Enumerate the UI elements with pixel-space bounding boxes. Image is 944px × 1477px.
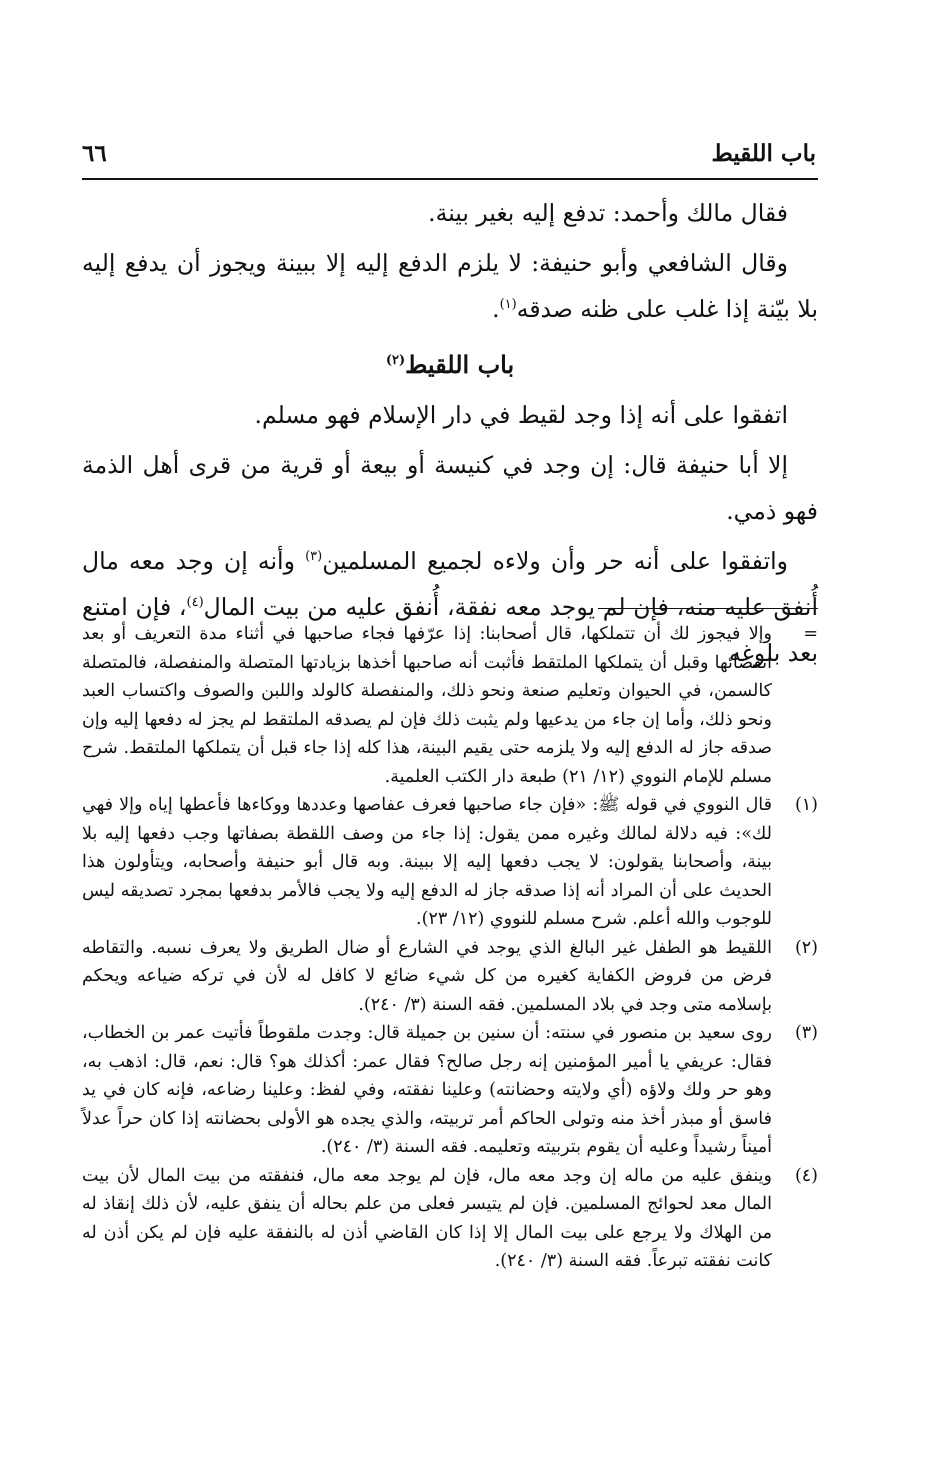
paragraph-4: إلا أبا حنيفة قال: إن وجد في كنيسة أو بيعة أو قرية من قرى أهل الذمة فهو ذمي. <box>82 451 818 525</box>
running-title: باب اللقيط <box>711 140 816 167</box>
footnote-mark: = <box>803 624 818 644</box>
footnote-2 <box>82 934 818 1020</box>
footnote-text: قال النووي في قوله ﷺ: «فإن جاء صاحبها فعرف عفاصها وعددها ووكاءها فأعطها إياه وإلا فهي لك»: فيه دلالة لمالك وغيره ممن يقول: إذا جاء من وصف اللقطة بصفاتها وجب دفعها إليه بلا بينة، وأصحابنا يقولون: لا يجب دفعها إليه إلا ببينة. وبه قال أبو حنيفة وأصحابه، ويتأولون هذا الحديث على أن المراد أنه إذا صدقه جاز له الدفع إليه ولا يجب فالأمر بدفعها بمجرد تصديقه ليس للوجوب والله أعلم. شرح مسلم للنووي (١٢/ ٢٣). <box>82 795 772 929</box>
paragraph-3: اتفقوا على أنه إذا وجد لقيط في دار الإسلام فهو مسلم. <box>254 401 788 429</box>
header-rule <box>82 178 818 180</box>
footnote-ref-2: (٢) <box>385 353 406 368</box>
paragraph-5-part-b: وأنه إن وجد معه مال أُنفق عليه منه، فإن لم يوجد معه نفقة، أُنفق عليه من بيت المال <box>82 547 819 621</box>
footnote-text: اللقيط هو الطفل غير البالغ الذي يوجد في الشارع أو ضال الطريق ولا يعرف نسبه. والتقاطه فرض من فروض الكفاية كغيره من كل شيء ضائع لا كافل له لأن في تركه ضياعه ويحكم بإسلامه متى وجد في بلاد المسلمين. فقه السنة (٣/ ٢٤٠). <box>82 937 772 1015</box>
paragraph-2 <box>82 240 818 332</box>
footnote-text: وينفق عليه من ماله إن وجد معه مال، فإن لم يوجد معه مال، فنفقته من بيت المال لأن بيت المال معد لحوائج المسلمين. فإن لم يتيسر فعلى من علم بحاله أن ينفق عليه، لأن ذلك إنقاذ له من الهلاك ولا يرجع على بيت المال إلا إذا كان القاضي أذن له بالنفقة عليه فإن لم يكن أذن له كانت نفقته تبرعاً. فقه السنة (٣/ ٢٤٠). <box>82 1165 772 1271</box>
footnote-1 <box>82 791 818 934</box>
footnote-continued <box>82 620 818 791</box>
footnote-ref-3: (٣) <box>305 549 323 565</box>
footnote-ref-1: (١) <box>499 297 517 313</box>
paragraph-5-part-a: واتفقوا على أنه حر وأن ولاءه لجميع المسلمين <box>322 547 788 575</box>
paragraph-2-end: . <box>492 295 500 323</box>
section-title: باب اللقيط <box>405 350 515 379</box>
footnote-3 <box>82 1019 818 1162</box>
footnote-mark: (٣) <box>794 1023 818 1043</box>
page-header <box>82 140 816 180</box>
paragraph-2-text: وقال الشافعي وأبو حنيفة: لا يلزم الدفع إليه إلا ببينة ويجوز أن يدفع إليه بلا بيّنة إذا غلب على ظنه صدقه <box>82 249 818 323</box>
paragraph-1: فقال مالك وأحمد: تدفع إليه بغير بينة. <box>428 199 788 227</box>
page-number: ٦٦ <box>82 140 107 167</box>
section-heading <box>82 342 818 388</box>
footnote-separator <box>598 608 818 609</box>
footnote-mark: (١) <box>794 795 818 815</box>
main-text <box>82 190 818 676</box>
footnote-text: وإلا فيجوز لك أن تتملكها، قال أصحابنا: إذا عرّفها فجاء صاحبها في أثناء مدة التعريف أو بعد انقضائها وقبل أن يتملكها الملتقط فأثبت أنه صاحبها أخذها بزيادتها المتصلة والمنفصلة، فالمتصلة كالسمن، في الحيوان وتعليم صنعة ونحو ذلك، والمنفصلة كالولد واللبن والصوف واكتساب العبد ونحو ذلك، وأما إن جاء من يدعيها ولم يثبت ذلك فإن لم يصدقه الملتقط لم يجز له دفعها إليه وإن صدقه جاز له الدفع إليه ولا يلزمه حتى يقيم البينة، هذا كله إذا جاء قبل أن يتملكها الملتقط. شرح مسلم للإمام النووي (١٢/ ٢١) طبعة دار الكتب العلمية. <box>82 624 772 787</box>
footnotes <box>82 620 818 1276</box>
footnote-mark: (٤) <box>794 1165 818 1186</box>
footnote-4 <box>82 1162 818 1276</box>
footnote-mark: (٢) <box>794 937 818 958</box>
footnote-ref-4: (٤) <box>186 595 204 611</box>
paragraph-5-part-c: ، فإن امتنع بعد بلوغه <box>82 593 818 667</box>
footnote-text: روى سعيد بن منصور في سنته: أن سنين بن جميلة قال: وجدت ملقوطاً فأتيت عمر بن الخطاب، فقال: عريفي يا أمير المؤمنين إنه رجل صالح؟ فقال عمر: أكذلك هو؟ قال: نعم، قال: اذهب به، وهو حر ولك ولاؤه (أي ولايته وحضانته) وعلينا نفقته، وفي لفظ: وعلينا رضاعه، فإنه كان في يد فاسق أو مبذر أخذ منه وتولى الحاكم أمر تربيته، والذي يجده هو الأولى بحضانته إذا كان حراً عدلاً أميناً رشيداً وعليه أن يقوم بتربيته وتعليمه. فقه السنة (٣/ ٢٤٠). <box>82 1023 772 1157</box>
